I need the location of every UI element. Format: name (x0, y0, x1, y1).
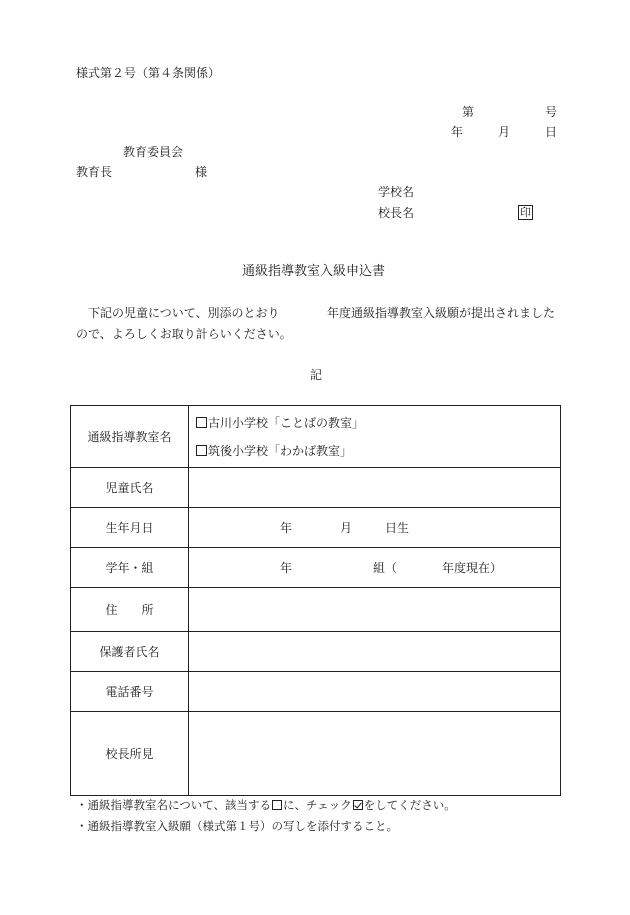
row-birthdate (71, 508, 561, 548)
grade-as-of: 年度現在） (442, 560, 503, 575)
classroom-options (189, 406, 561, 468)
guardian-label: 保護者氏名 (71, 632, 189, 672)
application-table (70, 405, 561, 796)
note1-part-b: に、チェック (283, 798, 352, 812)
body-line1-b: 年度通級指導教室入級願が提出されました (327, 306, 556, 320)
option-chikugo[interactable] (189, 445, 560, 457)
note1-part-c: をしてください。 (363, 798, 456, 812)
row-phone (71, 672, 561, 712)
checked-box-icon (353, 800, 363, 810)
grade-field[interactable] (189, 548, 561, 588)
note-attachment: ・通級指導教室入級願（様式第１号）の写しを添付すること。 (76, 819, 398, 833)
addressee-honorific: 様 (195, 165, 208, 179)
birthdate-label: 生年月日 (71, 508, 189, 548)
date-day: 日 (545, 125, 558, 139)
note-checkbox-instruction (76, 800, 456, 812)
row-guardian (71, 632, 561, 672)
body-line1-a: 下記の児童について、別添のとおり (88, 306, 280, 320)
date-year: 年 (451, 125, 464, 139)
option-chikugo-label: 筑後小学校「わかば教室」 (208, 443, 353, 458)
doc-no-prefix: 第 (462, 105, 475, 119)
note1-part-a: ・通級指導教室名について、該当する (76, 798, 272, 812)
option-furukawa-label: 古川小学校「ことばの教室」 (208, 415, 365, 430)
row-classroom (71, 406, 561, 468)
addressee-title: 教育長 (76, 165, 113, 179)
row-opinion (71, 712, 561, 796)
sender-school-label: 学校名 (378, 185, 415, 199)
phone-label: 電話番号 (71, 672, 189, 712)
phone-field[interactable] (189, 672, 561, 712)
birthdate-year-unit: 年 (280, 520, 293, 535)
classroom-label: 通級指導教室名 (71, 406, 189, 468)
addressee-board: 教育委員会 (123, 145, 184, 159)
checkbox-icon[interactable] (196, 445, 207, 456)
seal-mark (518, 205, 533, 220)
opinion-field[interactable] (189, 712, 561, 796)
grade-class-unit: 組（ (373, 560, 398, 575)
ki-heading: 記 (310, 368, 323, 382)
grade-year-unit: 年 (280, 560, 293, 575)
checkbox-icon[interactable] (196, 417, 207, 428)
child-name-field[interactable] (189, 468, 561, 508)
child-name-label: 児童氏名 (71, 468, 189, 508)
option-furukawa[interactable] (189, 417, 560, 429)
doc-no-suffix: 号 (545, 105, 558, 119)
empty-box-icon (272, 800, 282, 810)
birthdate-day-unit: 日生 (385, 520, 410, 535)
opinion-label: 校長所見 (71, 712, 189, 796)
date-month: 月 (498, 125, 511, 139)
document-title: 通級指導教室入級申込書 (242, 264, 386, 279)
address-field[interactable] (189, 588, 561, 632)
birthdate-month-unit: 月 (340, 520, 353, 535)
seal-text: 印 (520, 206, 531, 219)
row-grade (71, 548, 561, 588)
row-child-name (71, 468, 561, 508)
guardian-field[interactable] (189, 632, 561, 672)
form-number: 様式第２号（第４条関係） (76, 66, 221, 80)
body-line2: ので、よろしくお取り計らいください。 (76, 327, 292, 341)
sender-principal-label: 校長名 (378, 206, 415, 220)
grade-label: 学年・組 (71, 548, 189, 588)
address-label: 住 所 (71, 588, 189, 632)
birthdate-field[interactable] (189, 508, 561, 548)
row-address (71, 588, 561, 632)
